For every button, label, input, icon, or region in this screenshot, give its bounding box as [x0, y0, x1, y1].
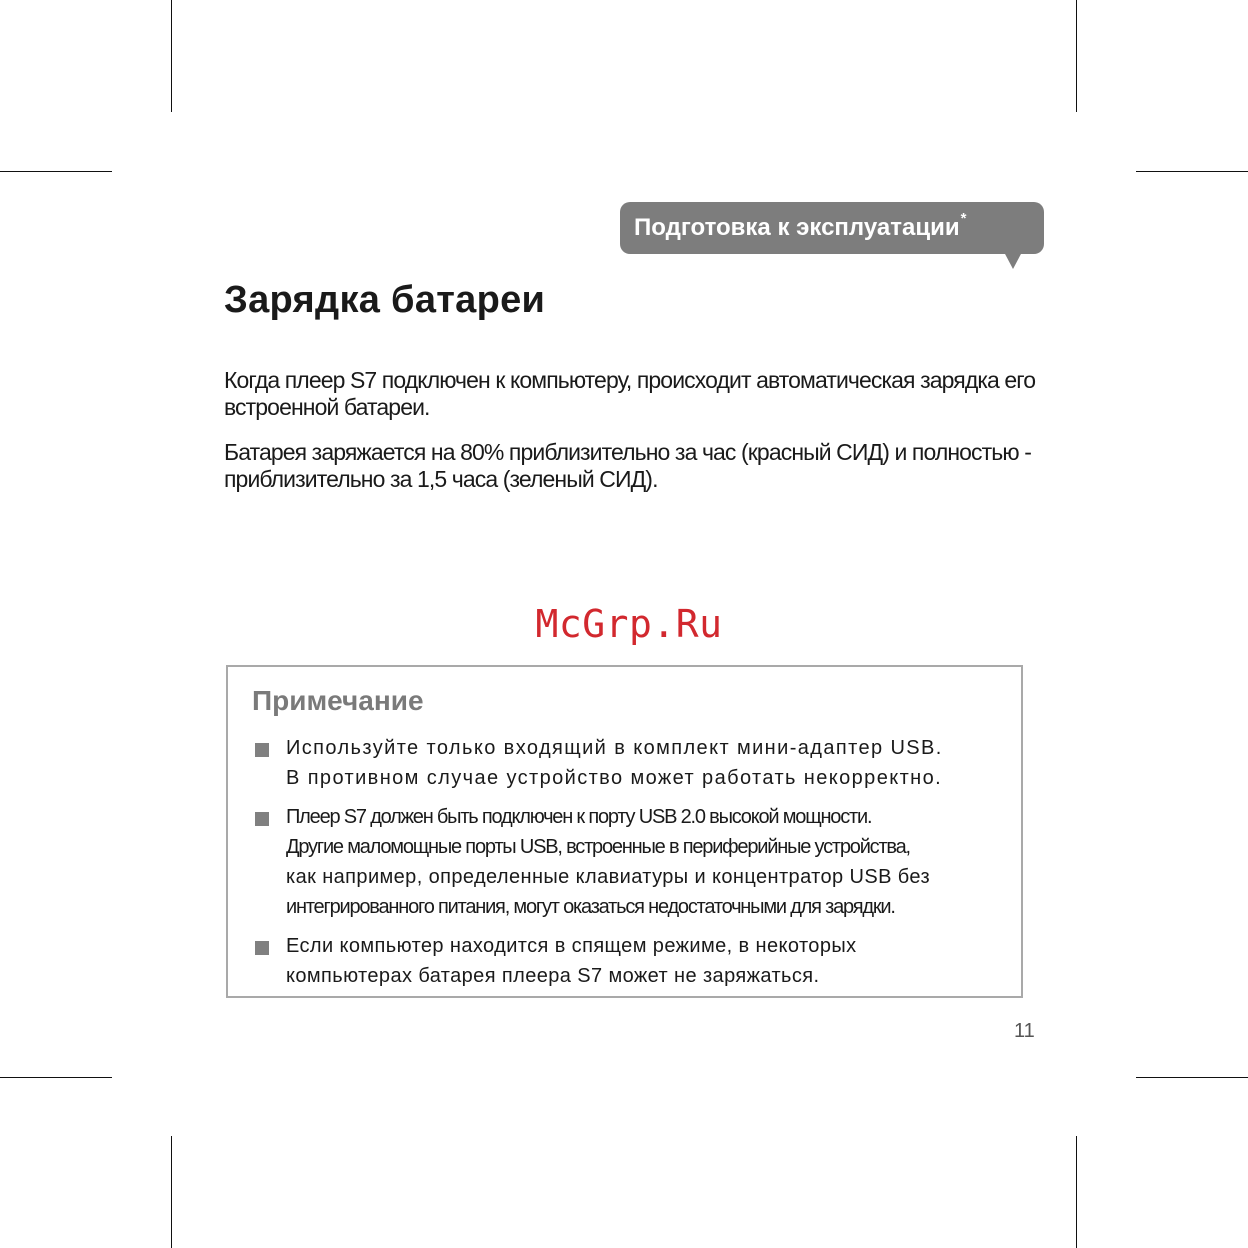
section-tab [620, 202, 1044, 254]
note-box [226, 665, 1023, 998]
note-line: интегрированного питания, могут оказаться недостаточными для зарядки. [286, 896, 895, 918]
note-line: В противном случае устройство может работать некорректно. [286, 767, 943, 789]
crop-mark [171, 0, 172, 112]
crop-mark [1136, 171, 1248, 172]
watermark-text: McGrp.Ru [535, 602, 723, 646]
note-title: Примечание [252, 685, 424, 716]
note-item [254, 733, 1014, 793]
crop-mark [1136, 1077, 1248, 1078]
note-line: Плеер S7 должен быть подключен к порту USB 2.0 высокой мощности. [286, 806, 872, 828]
crop-mark [1076, 0, 1077, 112]
intro-paragraph: Батарея заряжается на 80% приблизительно за час (красный СИД) и полностью - приблизительно за 1,5 часа (зеленый СИД). [224, 439, 1031, 492]
intro-paragraph: Когда плеер S7 подключен к компьютеру, происходит автоматическая зарядка его встроенной батареи. [224, 367, 1036, 420]
section-tab-label: Подготовка к эксплуатации [634, 214, 960, 241]
intro-text [224, 367, 1044, 511]
page-number: 11 [1014, 1020, 1035, 1042]
note-line: Другие маломощные порты USB, встроенные в периферийные устройства, [286, 836, 910, 858]
note-line: как например, определенные клавиатуры и концентратор USB без [286, 866, 931, 888]
note-line: компьютерах батарея плеера S7 может не заряжаться. [286, 965, 820, 987]
note-line: Используйте только входящий в комплект мини-адаптер USB. [286, 737, 943, 759]
section-tab-marker: * [960, 210, 967, 227]
crop-mark [171, 1136, 172, 1248]
note-item [254, 802, 1014, 922]
crop-mark [0, 1077, 112, 1078]
note-item [254, 931, 1014, 991]
page-title: Зарядка батареи [224, 279, 546, 321]
note-list [254, 733, 1014, 1000]
section-tab-pointer [1004, 252, 1022, 269]
crop-mark [0, 171, 112, 172]
crop-mark [1076, 1136, 1077, 1248]
square-bullet-icon [255, 812, 269, 826]
square-bullet-icon [255, 941, 269, 955]
square-bullet-icon [255, 743, 269, 757]
note-line: Если компьютер находится в спящем режиме, в некоторых [286, 935, 857, 957]
